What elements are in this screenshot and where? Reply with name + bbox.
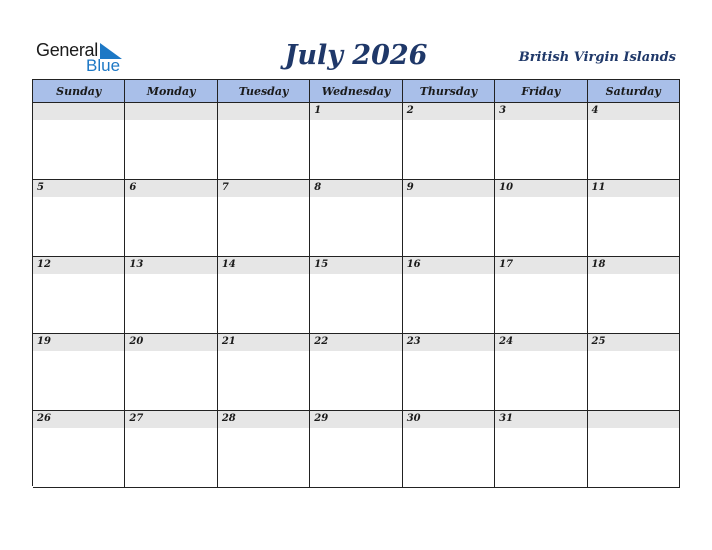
day-number: 2 [406, 105, 414, 116]
day-cell [588, 411, 680, 488]
weekday-header: Saturday [588, 80, 680, 103]
day-number: 6 [129, 182, 137, 193]
weekday-header: Tuesday [218, 80, 310, 103]
day-cell [125, 180, 217, 257]
day-number: 16 [406, 259, 421, 270]
day-cell [33, 334, 125, 411]
day-cell [403, 257, 495, 334]
day-number: 31 [499, 413, 514, 424]
day-cell [310, 334, 402, 411]
day-number-strip [403, 180, 494, 197]
day-number-strip [33, 180, 124, 197]
day-number: 3 [499, 105, 507, 116]
day-cell [403, 103, 495, 180]
day-number: 22 [314, 336, 329, 347]
calendar-title: July 2026 [284, 40, 428, 71]
day-cell [310, 103, 402, 180]
weekday-header: Friday [495, 80, 587, 103]
day-cell [588, 257, 680, 334]
day-number-strip [310, 103, 401, 120]
day-number: 30 [406, 413, 421, 424]
day-number: 14 [221, 259, 236, 270]
day-number-strip [125, 180, 216, 197]
weekday-header: Thursday [403, 80, 495, 103]
day-number-strip [218, 103, 309, 120]
day-number: 12 [37, 259, 51, 270]
day-cell [218, 411, 310, 488]
day-number: 10 [499, 182, 514, 193]
day-number: 25 [591, 336, 606, 347]
day-number: 9 [406, 182, 414, 193]
day-cell [495, 257, 587, 334]
day-number: 19 [37, 336, 51, 347]
day-number-strip [495, 103, 586, 120]
day-number-strip [218, 180, 309, 197]
day-number-strip [403, 103, 494, 120]
day-cell [588, 103, 680, 180]
day-number-strip [33, 103, 124, 120]
day-cell [495, 411, 587, 488]
day-number-strip [588, 411, 679, 428]
day-cell [310, 257, 402, 334]
day-number: 1 [314, 105, 322, 116]
calendar-grid [32, 79, 680, 486]
weekday-header: Sunday [33, 80, 125, 103]
week-row [33, 411, 680, 488]
day-cell [33, 103, 125, 180]
day-cell [495, 180, 587, 257]
weekday-header-row [33, 80, 680, 103]
day-cell [218, 257, 310, 334]
day-cell [310, 180, 402, 257]
day-number-strip [125, 103, 216, 120]
week-row [33, 257, 680, 334]
day-number: 8 [314, 182, 322, 193]
day-number: 18 [591, 259, 606, 270]
day-cell [403, 180, 495, 257]
day-number-strip [310, 180, 401, 197]
day-cell [218, 180, 310, 257]
week-row [33, 103, 680, 180]
day-number: 24 [499, 336, 514, 347]
day-cell [403, 411, 495, 488]
day-number: 17 [499, 259, 514, 270]
day-cell [125, 103, 217, 180]
day-number: 27 [129, 413, 144, 424]
day-number-strip [588, 103, 679, 120]
day-cell [218, 334, 310, 411]
logo-word-general: General [36, 40, 98, 60]
day-cell [125, 334, 217, 411]
day-cell [33, 411, 125, 488]
day-cell [310, 411, 402, 488]
day-cell [125, 257, 217, 334]
day-number: 15 [314, 259, 329, 270]
week-row [33, 180, 680, 257]
day-number: 29 [314, 413, 329, 424]
day-cell [218, 103, 310, 180]
day-cell [33, 257, 125, 334]
weekday-header: Wednesday [310, 80, 402, 103]
logo-word-blue: Blue [86, 56, 121, 75]
day-cell [588, 180, 680, 257]
day-number: 20 [129, 336, 144, 347]
day-number: 7 [221, 182, 229, 193]
day-cell [403, 334, 495, 411]
day-cell [125, 411, 217, 488]
day-number: 13 [129, 259, 144, 270]
region-name: British Virgin Islands [518, 50, 676, 65]
day-cell [33, 180, 125, 257]
weekday-header: Monday [125, 80, 217, 103]
day-cell [588, 334, 680, 411]
day-cell [495, 103, 587, 180]
day-number: 5 [37, 182, 44, 193]
day-number: 28 [221, 413, 236, 424]
day-number: 11 [591, 182, 606, 193]
day-cell [495, 334, 587, 411]
week-row [33, 334, 680, 411]
day-number: 4 [591, 105, 599, 116]
day-number: 21 [221, 336, 236, 347]
day-number: 26 [37, 413, 51, 424]
day-number: 23 [406, 336, 421, 347]
